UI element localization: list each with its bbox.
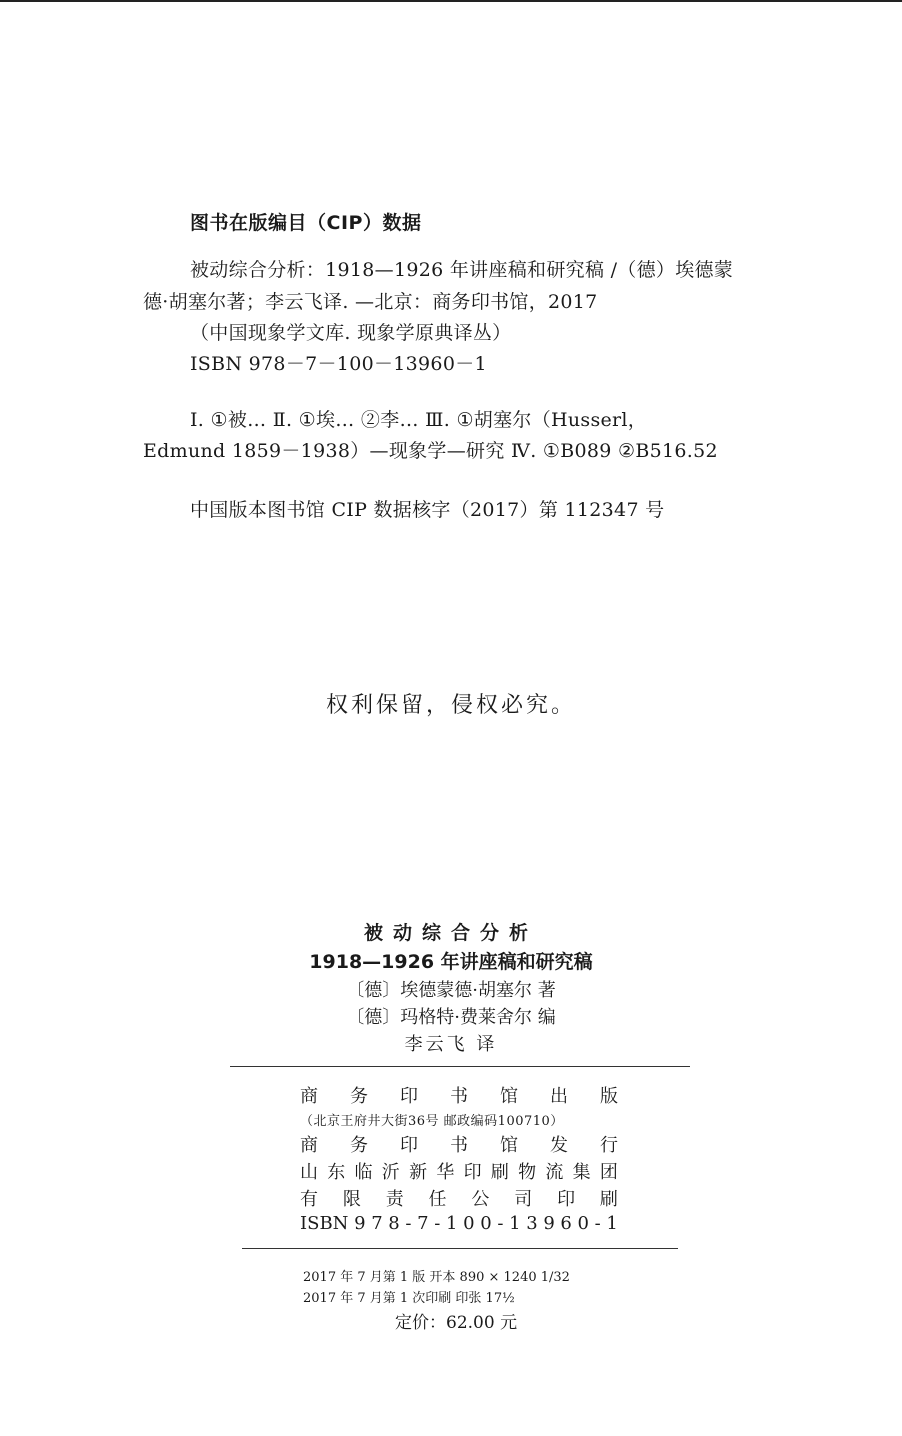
cip-line-index-1: Ⅰ. ①被… Ⅱ. ①埃… ②李… Ⅲ. ①胡塞尔（Husserl， [190,409,648,431]
publisher-char: 版 [600,1086,618,1107]
cip-line-series: （中国现象学文库. 现象学原典译丛） [190,322,512,344]
distributor-char: 行 [600,1135,618,1156]
editor-credit: 〔德〕玛格特·费莱舍尔 编 [346,1007,556,1028]
printer-char: 刷 [599,1189,618,1210]
printer-group-line [300,1158,618,1184]
printer-group-char: 团 [599,1162,618,1183]
distributor-line [300,1131,618,1157]
printer-group-char: 印 [463,1162,482,1183]
rights-notice: 权利保留，侵权必究。 [325,693,576,718]
isbn-char: 3 [526,1213,538,1234]
isbn-char: - [405,1213,412,1234]
printer-group-char: 华 [436,1162,455,1183]
printer-char: 任 [428,1189,447,1210]
book-subtitle: 1918—1926 年讲座稿和研究稿 [309,951,593,973]
distributor-char: 商 [300,1135,318,1156]
isbn-char: 1 [509,1213,521,1234]
printer-group-char: 流 [545,1162,564,1183]
cip-heading: 图书在版编目（CIP）数据 [190,212,422,234]
printer-group-char: 沂 [381,1162,400,1183]
address-line [300,1110,618,1129]
isbn-char: 7 [371,1213,383,1234]
imprint-divider-top [230,1066,690,1067]
isbn-char: 1 [446,1213,458,1234]
printer-char: 限 [342,1189,361,1210]
isbn-char: - [434,1213,441,1234]
isbn-char: 0 [463,1213,475,1234]
isbn-char: 8 [388,1213,400,1234]
isbn-char: - [594,1213,601,1234]
printer-char: 印 [557,1189,576,1210]
isbn-char: 0 [480,1213,492,1234]
printer-group-char: 物 [518,1162,537,1183]
cip-line-record-number: 中国版本图书馆 CIP 数据核字（2017）第 112347 号 [190,499,665,521]
isbn-char: 7 [417,1213,429,1234]
isbn-line [300,1213,618,1234]
printing-info: 2017 年 7 月第 1 次印刷 印张 17½ [303,1291,515,1306]
price: 定价：62.00 元 [395,1313,518,1333]
author-credit: 〔德〕埃德蒙德·胡塞尔 著 [346,980,556,1001]
printer-group-char: 东 [327,1162,346,1183]
isbn-char: ISBN [300,1213,349,1234]
isbn-char: 6 [560,1213,572,1234]
publisher-char: 书 [450,1086,468,1107]
edition-info: 2017 年 7 月第 1 版 开本 890 × 1240 1/32 [303,1270,570,1285]
publisher-line [300,1082,618,1108]
top-border-rule [0,0,902,2]
isbn-char: 9 [543,1213,555,1234]
isbn-char: 9 [354,1213,366,1234]
cip-line-title: 被动综合分析：1918—1926 年讲座稿和研究稿 /（德）埃德蒙 [190,259,734,281]
publisher-char: 馆 [500,1086,518,1107]
printer-char: 责 [385,1189,404,1210]
cip-line-author-publisher: 德·胡塞尔著；李云飞译. —北京：商务印书馆，2017 [143,291,598,313]
distributor-char: 发 [550,1135,568,1156]
printer-char: 司 [514,1189,533,1210]
printer-line [300,1185,618,1211]
printer-group-char: 刷 [490,1162,509,1183]
imprint-divider-bottom [242,1248,678,1249]
book-title: 被动综合分析 [363,922,538,944]
printer-char: 公 [471,1189,490,1210]
cip-line-isbn: ISBN 978－7－100－13960－1 [190,353,487,375]
publisher-char: 商 [300,1086,318,1107]
isbn-char: 1 [606,1213,618,1234]
publisher-char: 务 [350,1086,368,1107]
printer-group-char: 临 [354,1162,373,1183]
printer-char: 有 [300,1189,318,1210]
publisher-char: 印 [400,1086,418,1107]
distributor-char: 务 [350,1135,368,1156]
distributor-char: 印 [400,1135,418,1156]
cip-line-index-2: Edmund 1859－1938）—现象学—研究 Ⅳ. ①B089 ②B516.52 [143,440,718,462]
translator-credit: 李云飞 译 [404,1034,498,1055]
printer-group-char: 山 [300,1162,318,1183]
publisher-char: 出 [550,1086,568,1107]
distributor-char: 书 [450,1135,468,1156]
isbn-char: 0 [577,1213,589,1234]
distributor-char: 馆 [500,1135,518,1156]
printer-group-char: 集 [572,1162,591,1183]
printer-group-char: 新 [409,1162,428,1183]
isbn-char: - [497,1213,504,1234]
publisher-address: （北京王府井大街36号 邮政编码100710） [300,1114,564,1129]
